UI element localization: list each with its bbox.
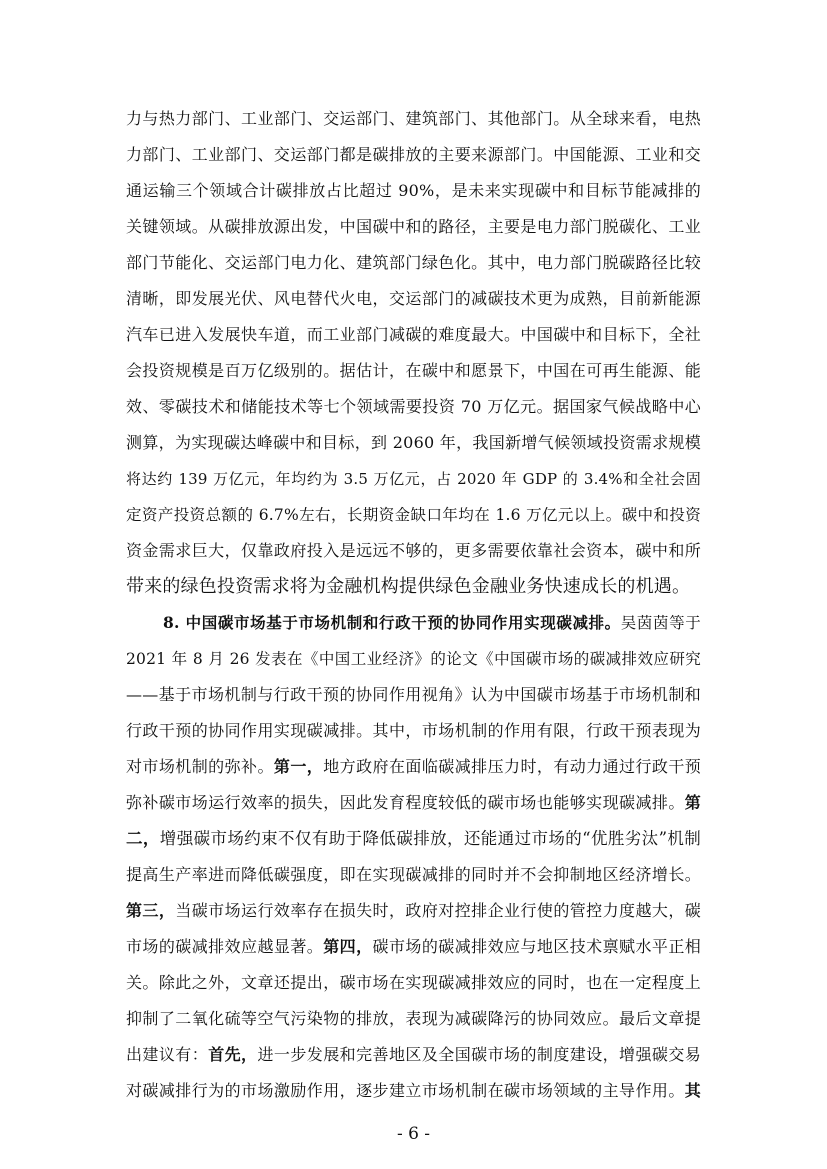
text-line: 测算，为实现碳达峰碳中和目标，到 2060 年，我国新增气候领域投资需求规模 [126, 433, 701, 452]
bold-run: 第一， [273, 757, 324, 776]
bold-run: 第 [684, 793, 701, 812]
text-line: 提高生产率进而降低碳强度，即在实现碳减排的同时并不会抑制地区经济增长。 [126, 865, 701, 884]
text-line: 汽车已进入发展快车道，而工业部门减碳的难度最大。中国碳中和目标下，全社 [126, 325, 701, 344]
text-line: 带来的绿色投资需求将为金融机构提供绿色金融业务快速成长的机遇。 [126, 576, 691, 597]
text-run: 增强碳市场约束不仅有助于降低碳排放，还能通过市场的“优胜劣汰”机制 [159, 829, 701, 848]
text-run: 对碳减排行为的市场激励作用，逐步建立市场机制在碳市场领域的主导作用。 [126, 1081, 685, 1100]
text-line: 力部门、工业部门、交运部门都是碳排放的主要来源部门。中国能源、工业和交 [126, 145, 701, 164]
text-line [126, 752, 701, 782]
text-line: 抑制了二氧化硫等空气污染物的排放，表现为减碳降污的协同效应。最后文章提 [126, 1009, 701, 1028]
text-line [126, 788, 701, 818]
text-line [126, 1076, 701, 1106]
text-line: 关键领域。从碳排放源出发，中国碳中和的路径，主要是电力部门脱碳化、工业 [126, 217, 701, 236]
text-run: 进一步发展和完善地区及全国碳市场的制度建设，增强碳交易 [257, 1045, 701, 1064]
section-heading: 8. 中国碳市场基于市场机制和行政干预的协同作用实现碳减排。 [163, 613, 621, 632]
text-line: 2021 年 8 月 26 发表在《中国工业经济》的论文《中国碳市场的碳减排效应研究 [126, 650, 701, 668]
text-line: 将达约 139 万亿元，年均约为 3.5 万亿元，占 2020 年 GDP 的 3.4%和全社会固 [126, 470, 701, 488]
text-line: 关。除此之外，文章还提出，碳市场在实现碳减排效应的同时，也在一定程度上 [126, 973, 701, 992]
bold-run: 第三， [126, 901, 176, 920]
text-run: 市场的碳减排效应越显著。 [126, 937, 324, 956]
text-line: 清晰，即发展光伏、风电替代火电，交运部门的减碳技术更为成熟，目前新能源 [126, 289, 701, 308]
text-line: 力与热力部门、工业部门、交运部门、建筑部门、其他部门。从全球来看，电热 [126, 109, 701, 128]
text-run: 吴茵茵等于 [620, 614, 701, 632]
text-line: 定资产投资总额的 6.7%左右，长期资金缺口年均在 1.6 万亿元以上。碳中和投资 [126, 506, 701, 524]
text-run: 对市场机制的弥补。 [126, 757, 274, 776]
text-line: 部门节能化、交运部门电力化、建筑部门绿色化。其中，电力部门脱碳路径比较 [126, 253, 701, 272]
text-run: 当碳市场运行效率存在损失时，政府对控排企业行使的管控力度越大，碳 [175, 901, 701, 920]
text-line: ——基于市场机制与行政干预的协同作用视角》认为中国碳市场基于市场机制和 [126, 685, 701, 704]
text-line [126, 824, 701, 854]
text-line [126, 896, 701, 926]
text-run: 出建议有： [126, 1045, 209, 1064]
text-run: 弥补碳市场运行效率的损失，因此发育程度较低的碳市场也能够实现碳减排。 [126, 793, 685, 812]
text-run: 碳市场的碳减排效应与地区技术禀赋水平正相 [372, 937, 701, 956]
text-line [126, 932, 701, 962]
text-line: 通运输三个领域合计碳排放占比超过 90%，是未来实现碳中和目标节能减排的 [126, 181, 701, 200]
text-line [126, 1040, 701, 1070]
text-line: 会投资规模是百万亿级别的。据估计，在碳中和愿景下，中国在可再生能源、能 [126, 361, 701, 380]
text-run: 地方政府在面临碳减排压力时，有动力通过行政干预 [323, 757, 701, 776]
bold-run: 二， [126, 829, 160, 848]
page-number: - 6 - [396, 1124, 431, 1144]
text-line: 行政干预的协同作用实现碳减排。其中，市场机制的作用有限，行政干预表现为 [126, 721, 701, 740]
bold-run: 首先， [208, 1045, 258, 1064]
text-line: 效、零碳技术和储能技术等七个领域需要投资 70 万亿元。据国家气候战略中心 [126, 397, 701, 416]
text-line: 资金需求巨大，仅靠政府投入是远远不够的，更多需要依靠社会资本，碳中和所 [126, 541, 701, 560]
bold-run: 第四， [323, 937, 373, 956]
bold-run: 其 [684, 1081, 701, 1100]
text-line-heading [163, 608, 701, 638]
